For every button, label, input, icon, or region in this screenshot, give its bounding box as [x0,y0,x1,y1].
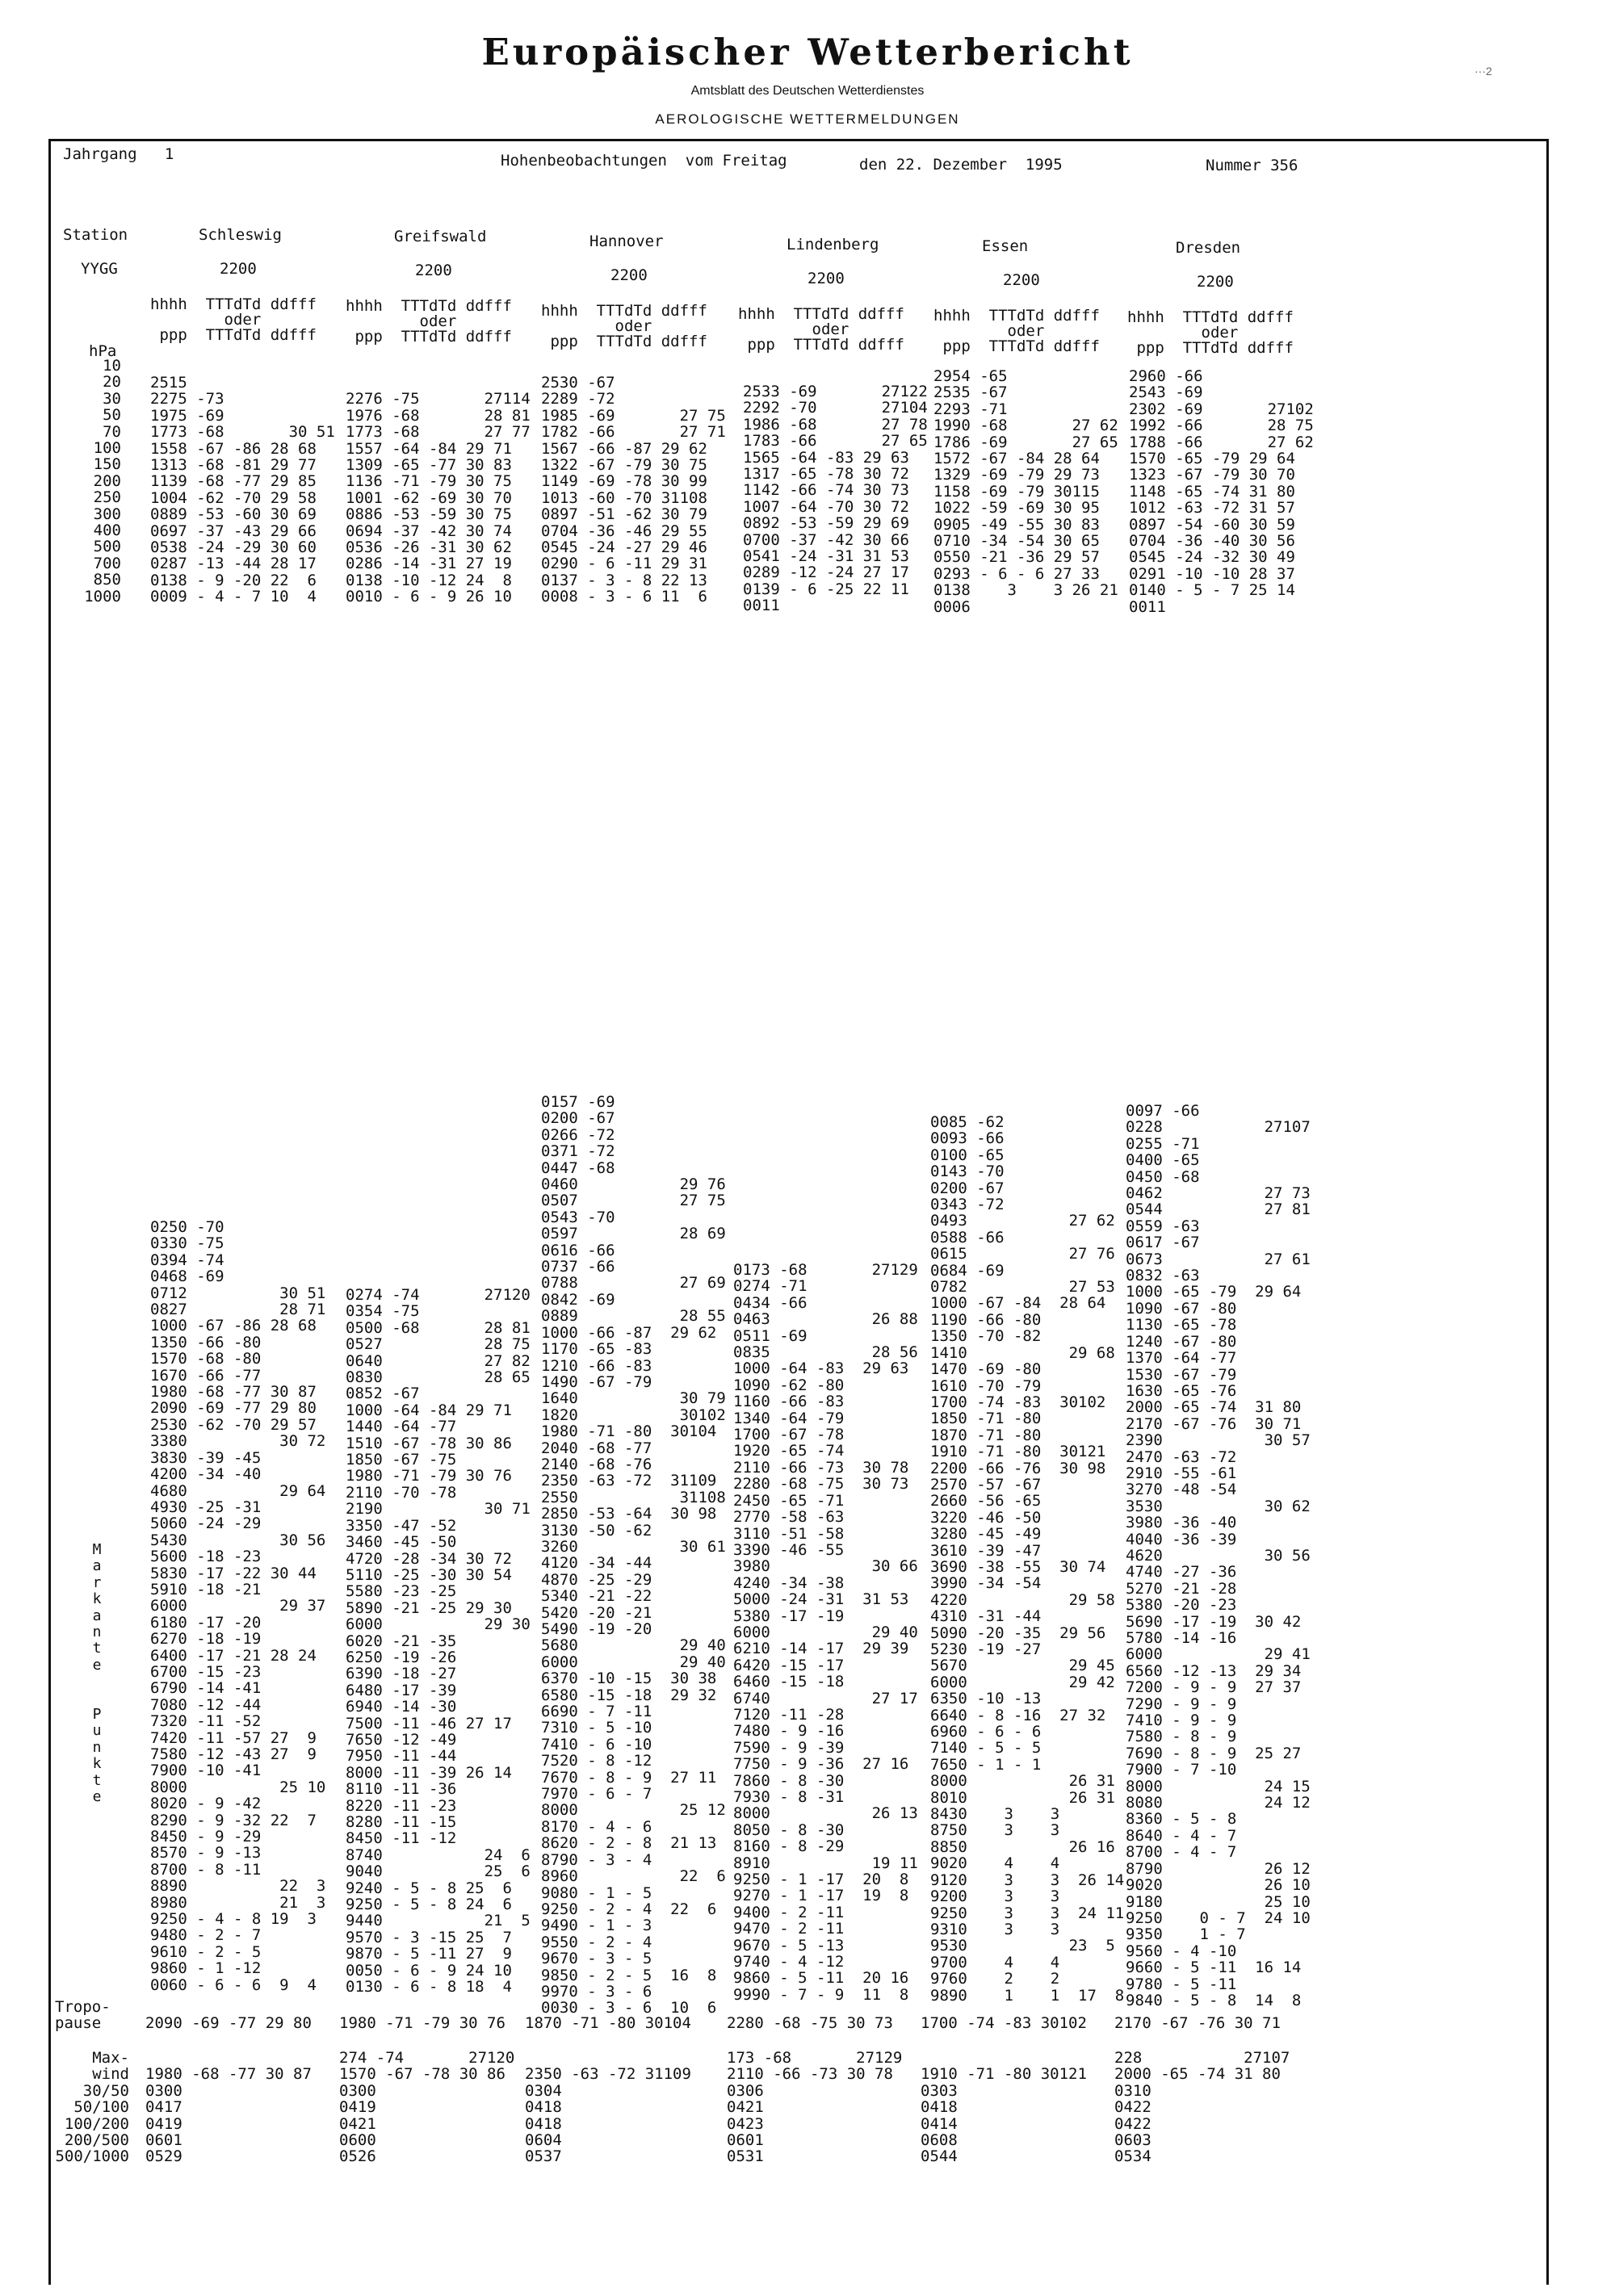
tropopause-lindenberg: 2280 -68 -75 30 73 [727,2014,893,2032]
maxwind-essen: 1910 -71 -80 30121 0303 0418 0414 0608 0544 [921,2065,1087,2166]
station-yygg: 2200 [1197,273,1234,291]
standard-levels-lindenberg: 2533 -69 27122 2292 -70 27104 1986 -68 27 78 1783 -66 27 65 1565 -64 -83 29 63 1317 -65 -78 30 72 1142 -66 -74 30 73 1007 -64 -70 30 72 0892 -53 -59 29 69 0700 -37 -42 30 66 0541 -24 -31 31 53 0289 -12 -24 27 17 0139 - 6 -25 22 11 0011 [743,383,928,615]
page-subtitle: Amtsblatt des Deutschen Wetterdienstes [690,84,925,98]
tropopause-schleswig: 2090 -69 -77 29 80 [145,2014,312,2032]
tropopause-label: Tropo- pause [55,1998,111,2033]
maxwind-dresden: 228 27107 2000 -65 -74 31 80 0310 0422 0422 0603 0534 [1114,2049,1290,2166]
significant-points-hannover: 0157 -69 0200 -67 0266 -72 0371 -72 0447 -68 0460 29 76 0507 27 75 0543 -70 0597 28 69 0616 -66 0737 -66 0788 27 69 0842 -69 0889 28 55 1000 -66 -87 29 62 1170 -65 -83 1210 -66 -83 1490 -67 -79 1640 30 79 1820 30102 1980 -71 -80 30104 2040 -68 -77 2140 -68 -76 2350 -63 -72 31109 2550 31108 2850 -53 -64 30 98 3130 -50 -62 3260 30 61 4120 -34 -44 4870 -25 -29 5340 -21 -22 5420 -20 -21 5490 -19 -20 5680 29 40 6000 29 40 6370 -10 -15 30 38 6580 -15 -18 29 32 6690 - 7 -11 7310 - 5 -10 7410 - 6 -10 7520 - 8 -12 7670 - 8 - 9 27 11 7970 - 6 - 7 8000 25 12 8170 - 4 - 6 8620 - 2 - 8 21 13 8790 - 3 - 4 8960 22 6 9080 - 1 - 5 9250 - 2 - 4 22 6 9490 - 1 - 3 9550 - 2 - 4 9670 - 3 - 5 9850 - 2 - 5 16 8 9970 - 3 - 6 0030 - 3 - 6 10 6 [541,1093,726,2017]
corner-mark: ···2 [1474,65,1492,78]
markante-label: M a r k a n t e [92,1541,102,1674]
column-header: hhhh TTTdTd ddfff oder ppp TTTdTd ddfff [933,307,1100,355]
significant-points-essen: 0085 -62 0093 -66 0100 -65 0143 -70 0200 -67 0343 -72 0493 27 62 0588 -66 0615 27 76 0684 -69 0782 27 53 1000 -67 -84 28 64 1190 -66 -80 1350 -70 -82 1410 29 68 1470 -69 -80 1610 -70 -79 1700 -74 -83 30102 1850 -71 -80 1870 -71 -80 1910 -71 -80 30121 2200 -66 -76 30 98 2570 -57 -67 2660 -56 -65 3220 -46 -50 3280 -45 -49 3610 -39 -47 3690 -38 -55 30 74 3990 -34 -54 4220 29 58 4310 -31 -44 5090 -20 -35 29 56 5230 -19 -27 5670 29 45 6000 29 42 6350 -10 -13 6640 - 8 -16 27 32 6960 - 6 - 6 7140 - 5 - 5 7650 - 1 - 1 8000 26 31 8010 26 31 8430 3 3 8750 3 3 8850 26 16 9020 4 4 9120 3 3 26 14 9200 3 3 9250 3 3 24 11 9310 3 3 9530 23 5 9700 4 4 9760 2 2 9890 1 1 17 8 [930,1113,1125,2005]
standard-levels-dresden: 2960 -66 2543 -69 2302 -69 27102 1992 -66 28 75 1788 -66 27 62 1570 -65 -79 29 64 1323 -67 -79 30 70 1148 -65 -74 31 80 1012 -63 -72 31 57 0897 -54 -60 30 59 0704 -36 -40 30 56 0545 -24 -32 30 49 0291 -10 -10 28 37 0140 - 5 - 7 25 14 0011 [1129,367,1314,616]
tropopause-hannover: 1870 -71 -80 30104 [525,2014,691,2032]
standard-levels-hannover: 2530 -67 2289 -72 1985 -69 27 75 1782 -66 27 71 1567 -66 -87 29 62 1322 -67 -79 30 75 1149 -69 -78 30 99 1013 -60 -70 31108 0897 -51 -62 30 79 0704 -36 -46 29 55 0545 -24 -27 29 46 0290 - 6 -11 29 31 0137 - 3 - 8 22 13 0008 - 3 - 6 11 6 [541,374,726,606]
jahrgang: Jahrgang 1 [63,145,174,163]
tropopause-greifswald: 1980 -71 -79 30 76 [339,2014,505,2032]
column-header: hhhh TTTdTd ddfff oder ppp TTTdTd ddfff [541,302,707,350]
station-yygg: 2200 [808,270,845,287]
station-label: Station [63,226,128,244]
column-header: hhhh TTTdTd ddfff oder ppp TTTdTd ddfff [346,297,512,346]
maxwind-hannover: 2350 -63 -72 31109 0304 0418 0418 0604 0537 [525,2065,691,2166]
hpa-label: hPa [89,342,117,360]
station-name: Hannover [589,233,664,250]
maxwind-schleswig: 1980 -68 -77 30 87 0300 0417 0419 0601 0529 [145,2065,312,2166]
station-name: Schleswig [199,226,282,244]
standard-levels-essen: 2954 -65 2535 -67 2293 -71 1990 -68 27 62 1786 -69 27 65 1572 -67 -84 28 64 1329 -69 -79 29 73 1158 -69 -79 30115 1022 -59 -69 30 95 0905 -49 -55 30 83 0710 -34 -54 30 65 0550 -21 -36 29 57 0293 - 6 - 6 27 33 0138 3 3 26 21 0006 [933,367,1118,616]
station-yygg: 2200 [415,262,452,279]
column-header: hhhh TTTdTd ddfff oder ppp TTTdTd ddfff [1127,308,1294,357]
station-name: Dresden [1176,239,1241,257]
station-yygg: 2200 [220,260,257,278]
maxwind-lindenberg: 173 -68 27129 2110 -66 -73 30 78 0306 0421 0423 0601 0531 [727,2049,903,2166]
station-name: Essen [982,237,1029,255]
section-title: AEROLOGISCHE WETTERMELDUNGEN [655,111,960,127]
punkte-label: P u n k t e [92,1706,102,1806]
standard-levels-schleswig: 2515 2275 -73 1975 -69 1773 -68 30 51 1558 -67 -86 28 68 1313 -68 -81 29 77 1139 -68 -77 29 85 1004 -62 -70 29 58 0889 -53 -60 30 69 0697 -37 -43 29 66 0538 -24 -29 30 60 0287 -13 -44 28 17 0138 - 9 -20 22 6 0009 - 4 - 7 10 4 [150,374,335,606]
significant-points-greifswald: 0274 -74 27120 0354 -75 0500 -68 28 81 0527 28 75 0640 27 82 0830 28 65 0852 -67 1000 -64 -84 29 71 1440 -64 -77 1510 -67 -78 30 86 1850 -67 -75 1980 -71 -79 30 76 2110 -70 -78 2190 30 71 3350 -47 -52 3460 -45 -50 4720 -28 -34 30 72 5110 -25 -30 30 54 5580 -23 -25 5890 -21 -25 29 30 6000 29 30 6020 -21 -35 6250 -19 -26 6390 -18 -27 6480 -17 -39 6940 -14 -30 7500 -11 -46 27 17 7650 -12 -49 7950 -11 -44 8000 -11 -39 26 14 8110 -11 -36 8220 -11 -23 8280 -11 -15 8450 -11 -12 8740 24 6 9040 25 6 9240 - 5 - 8 25 6 9250 - 5 - 8 24 6 9440 21 5 9570 - 3 -15 25 7 9870 - 5 -11 27 9 0050 - 6 - 9 24 10 0130 - 6 - 8 18 4 [346,1286,531,1996]
tropopause-dresden: 2170 -67 -76 30 71 [1114,2014,1281,2032]
column-header: hhhh TTTdTd ddfff oder ppp TTTdTd ddfff [738,305,904,354]
pressure-levels: 10 20 30 50 70 100 150 200 250 300 400 500 700 850 1000 [84,357,121,605]
maxwind-label: Max- wind 30/50 50/100 100/200 200/500 500/1000 [55,2049,129,2166]
station-name: Lindenberg [787,236,879,253]
significant-points-lindenberg: 0173 -68 27129 0274 -71 0434 -66 0463 26 88 0511 -69 0835 28 56 1000 -64 -83 29 63 1090 -62 -80 1160 -66 -83 1340 -64 -79 1700 -67 -78 1920 -65 -74 2110 -66 -73 30 78 2280 -68 -75 30 73 2450 -65 -71 2770 -58 -63 3110 -51 -58 3390 -46 -55 3980 30 66 4240 -34 -38 5000 -24 -31 31 53 5380 -17 -19 6000 29 40 6210 -14 -17 29 39 6420 -15 -17 6460 -15 -18 6740 27 17 7120 -11 -28 7480 - 9 -16 7590 - 9 -39 7750 - 9 -36 27 16 7860 - 8 -30 7930 - 8 -31 8000 26 13 8050 - 8 -30 8160 - 8 -29 8910 19 11 9250 - 1 -17 20 8 9270 - 1 -17 19 8 9400 - 2 -11 9470 - 2 -11 9670 - 5 -13 9740 - 4 -12 9860 - 5 -11 20 16 9990 - 7 - 9 11 8 [733,1261,918,2004]
standard-levels-greifswald: 2276 -75 27114 1976 -68 28 81 1773 -68 27 77 1557 -64 -84 29 71 1309 -65 -77 30 83 1136 -71 -79 30 75 1001 -62 -69 30 70 0886 -53 -59 30 75 0694 -37 -42 30 74 0536 -26 -31 30 62 0286 -14 -31 27 19 0138 -10 -12 24 8 0010 - 6 - 9 26 10 [346,390,531,606]
maxwind-greifswald: 274 -74 27120 1570 -67 -78 30 86 0300 0419 0421 0600 0526 [339,2049,515,2166]
column-header: hhhh TTTdTd ddfff oder ppp TTTdTd ddfff [150,295,317,344]
tropopause-essen: 1700 -74 -83 30102 [921,2014,1087,2032]
significant-points-schleswig: 0250 -70 0330 -75 0394 -74 0468 -69 0712 30 51 0827 28 71 1000 -67 -86 28 68 1350 -66 -80 1570 -68 -80 1670 -66 -77 1980 -68 -77 30 87 2090 -69 -77 29 80 2530 -62 -70 29 57 3380 30 72 3830 -39 -45 4200 -34 -40 4680 29 64 4930 -25 -31 5060 -24 -29 5430 30 56 5600 -18 -23 5830 -17 -22 30 44 5910 -18 -21 6000 29 37 6180 -17 -20 6270 -18 -19 6400 -17 -21 28 24 6700 -15 -23 6790 -14 -41 7080 -12 -44 7320 -11 -52 7420 -11 -57 27 9 7580 -12 -43 27 9 7900 -10 -41 8000 25 10 8020 - 9 -42 8290 - 9 -32 22 7 8450 - 9 -29 8570 - 9 -13 8700 - 8 -11 8890 22 3 8980 21 3 9250 - 4 - 8 19 3 9480 - 2 - 7 9610 - 2 - 5 9860 - 1 -12 0060 - 6 - 6 9 4 [150,1218,326,1994]
observation-date: den 22. Dezember 1995 [859,156,1063,174]
issue-number: Nummer 356 [1206,157,1298,174]
station-yygg: 2200 [1003,271,1040,289]
observation-label: Hohenbeobachtungen vom Freitag [501,152,787,170]
page-title: Europäischer Wetterbericht [481,31,1134,73]
yygg-label: YYGG [81,260,118,278]
station-name: Greifswald [394,228,487,245]
significant-points-dresden: 0097 -66 0228 27107 0255 -71 0400 -65 0450 -68 0462 27 73 0544 27 81 0559 -63 0617 -67 0673 27 61 0832 -63 1000 -65 -79 29 64 1090 -67 -80 1130 -65 -78 1240 -67 -80 1370 -64 -77 1530 -67 -79 1630 -65 -76 2000 -65 -74 31 80 2170 -67 -76 30 71 2390 30 57 2470 -63 -72 2910 -55 -61 3270 -48 -54 3530 30 62 3980 -36 -40 4040 -36 -39 4620 30 56 4740 -27 -36 5270 -21 -28 5380 -20 -23 5690 -17 -19 30 42 5780 -14 -16 6000 29 41 6560 -12 -13 29 34 7200 - 9 - 9 27 37 7290 - 9 - 9 7410 - 9 - 9 7580 - 8 - 9 7690 - 8 - 9 25 27 7900 - 7 -10 8000 24 15 8080 24 12 8360 - 5 - 8 8640 - 4 - 7 8700 - 4 - 7 8790 26 12 9020 26 10 9180 25 10 9250 0 - 7 24 10 9350 1 - 7 9560 - 4 -10 9660 - 5 -11 16 14 9780 - 5 -11 9840 - 5 - 8 14 8 [1126,1102,1311,2009]
station-yygg: 2200 [610,266,648,284]
